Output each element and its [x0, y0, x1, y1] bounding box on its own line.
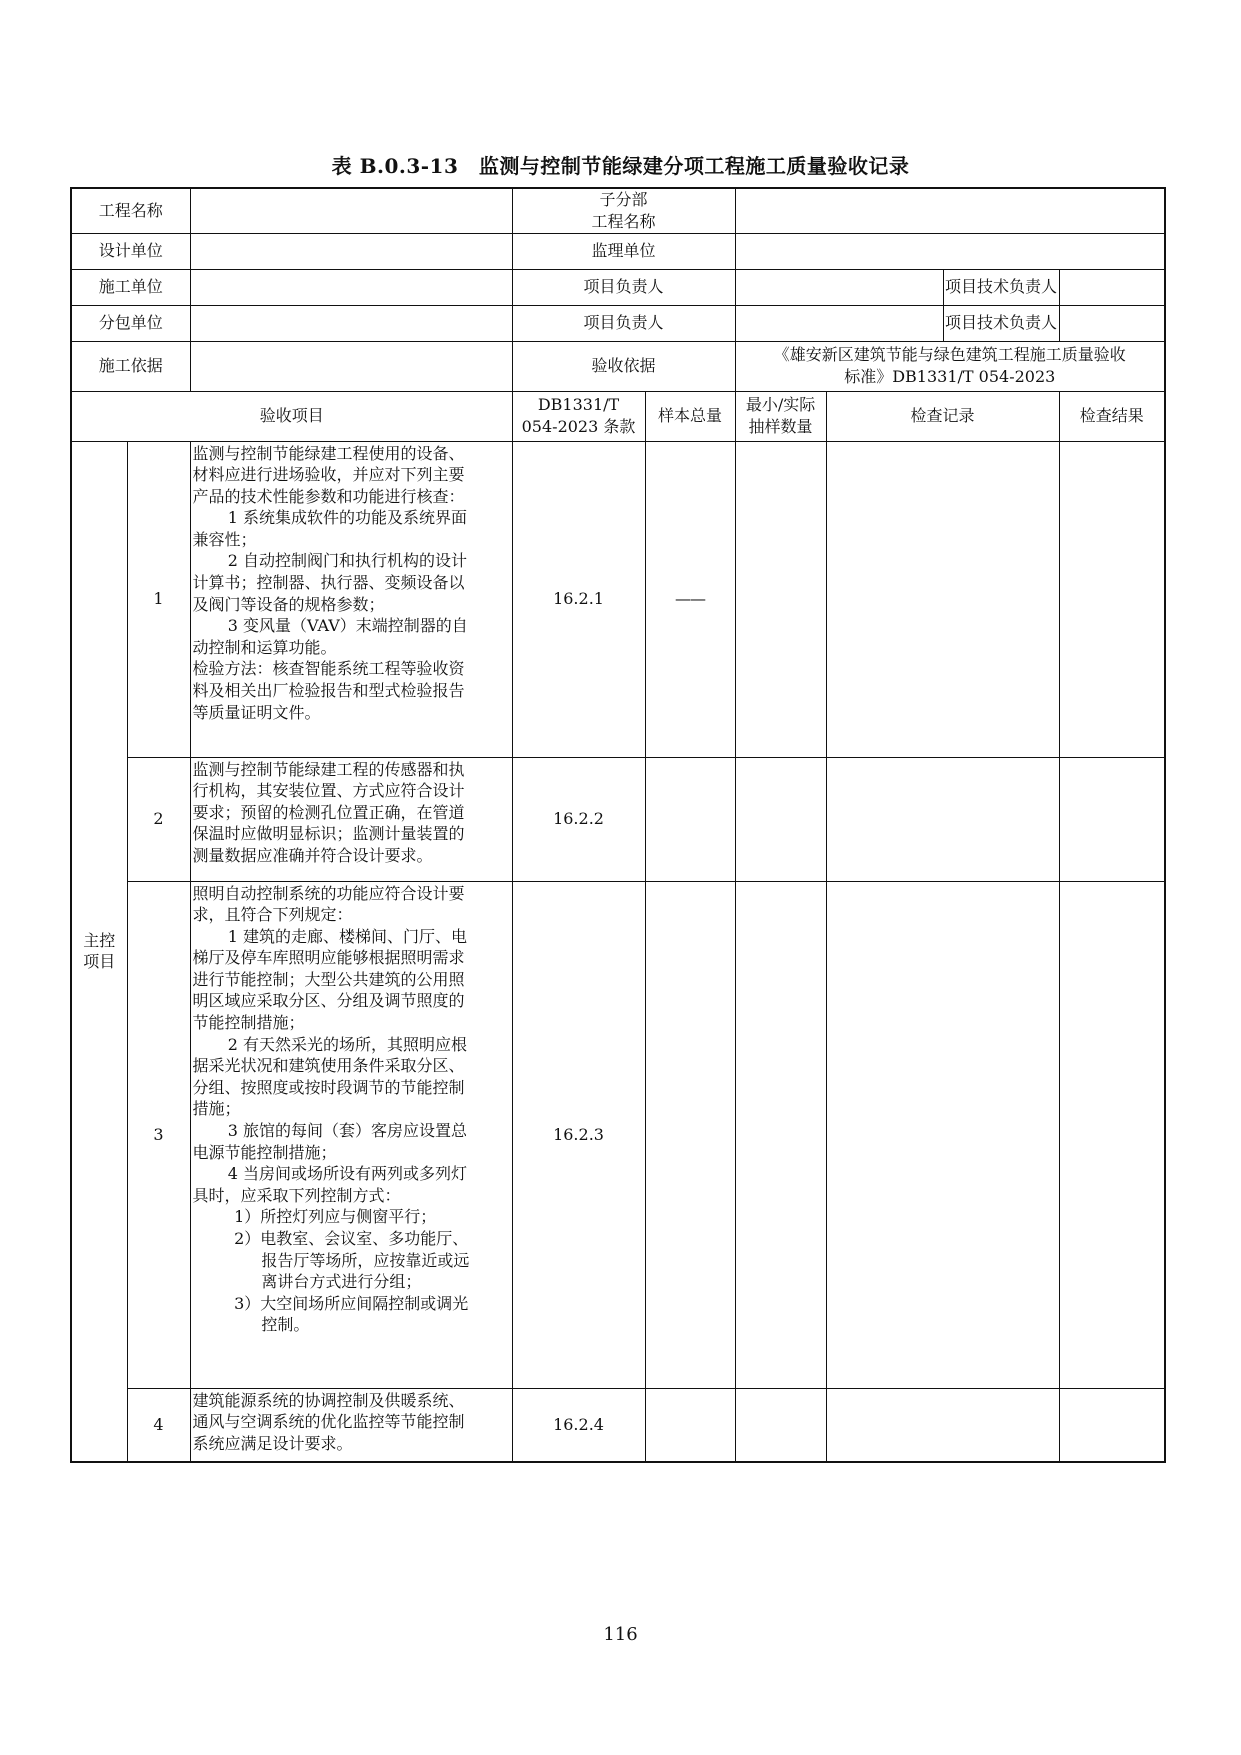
item-number: 4 [127, 1388, 190, 1462]
header-clause-line1: DB1331/T [537, 395, 620, 415]
supervision-unit-value[interactable] [735, 233, 1165, 269]
table-row [71, 441, 1165, 757]
header-min-sample [735, 391, 826, 441]
info-row-project [71, 188, 1165, 233]
item-line: 建筑能源系统的协调控制及供暖系统、 [192, 1390, 465, 1410]
item-sample-total[interactable] [645, 1388, 735, 1462]
item-clause: 16.2.3 [512, 881, 645, 1388]
category-line2: 项目 [83, 952, 116, 972]
item-line: 要求；预留的检测孔位置正确，在管道 [192, 802, 465, 822]
item-line: 进行节能控制；大型公共建筑的公用照 [192, 969, 465, 989]
item-line: 检验方法：核查智能系统工程等验收资 [192, 659, 465, 679]
subcontract-unit-value[interactable] [190, 305, 512, 341]
info-row-design [71, 233, 1165, 269]
item-line: 保温时应做明显标识；监测计量装置的 [192, 824, 465, 844]
header-row [71, 391, 1165, 441]
subcontract-unit-label: 分包单位 [71, 305, 190, 341]
table-row [71, 757, 1165, 881]
item-line: 兼容性； [192, 529, 257, 549]
item-line: 3 变风量（VAV）末端控制器的自 [227, 616, 468, 636]
item-line: 节能控制措施； [192, 1013, 305, 1033]
item-line: 监测与控制节能绿建工程使用的设备、 [192, 443, 465, 463]
item-line: 2 自动控制阀门和执行机构的设计 [227, 551, 467, 571]
item-clause: 16.2.1 [512, 441, 645, 757]
project-name-label: 工程名称 [71, 188, 190, 233]
item-result[interactable] [1059, 881, 1165, 1388]
item-line: 分组、按照度或按时段调节的节能控制 [192, 1077, 465, 1097]
page-number: 116 [603, 1624, 638, 1645]
item-min-sample[interactable] [735, 881, 826, 1388]
item-line: 计算书；控制器、执行器、变频设备以 [192, 573, 465, 593]
project-leader-label: 项目负责人 [512, 269, 735, 305]
item-line: 控制。 [261, 1315, 310, 1335]
sub-part-label [512, 188, 735, 233]
item-content [190, 441, 512, 757]
item-line: 行机构，其安装位置、方式应符合设计 [192, 781, 465, 801]
table-title: 表 B.0.3-13 监测与控制节能绿建分项工程施工质量验收记录 [331, 154, 910, 178]
header-min-line2: 抽样数量 [748, 417, 813, 436]
header-item: 验收项目 [71, 391, 512, 441]
tech-leader-label: 项目技术负责人 [943, 269, 1059, 305]
item-clause: 16.2.2 [512, 757, 645, 881]
acceptance-record-table [70, 187, 1166, 1463]
item-line: 据采光状况和建筑使用条件采取分区、 [192, 1056, 465, 1076]
item-line: 求，且符合下列规定： [192, 905, 353, 925]
item-sample-total: —— [645, 441, 735, 757]
item-line: 明区域应采取分区、分组及调节照度的 [192, 991, 465, 1011]
item-line: 系统应满足设计要求。 [192, 1433, 353, 1453]
item-line: 材料应进行进场验收，并应对下列主要 [192, 465, 465, 485]
item-record[interactable] [826, 757, 1059, 881]
item-line: 动控制和运算功能。 [192, 637, 337, 657]
item-sample-total[interactable] [645, 757, 735, 881]
item-result[interactable] [1059, 757, 1165, 881]
item-line: 监测与控制节能绿建工程的传感器和执 [192, 759, 465, 779]
item-line: 具时，应采取下列控制方式： [192, 1185, 401, 1205]
supervision-unit-label: 监理单位 [512, 233, 735, 269]
info-row-subcontract [71, 305, 1165, 341]
sub-part-label-line1: 子分部 [599, 190, 648, 210]
construction-basis-label: 施工依据 [71, 341, 190, 391]
item-number: 1 [127, 441, 190, 757]
sub-part-value[interactable] [735, 188, 1165, 233]
item-record[interactable] [826, 1388, 1059, 1462]
item-content [190, 757, 512, 881]
construction-unit-label: 施工单位 [71, 269, 190, 305]
design-unit-value[interactable] [190, 233, 512, 269]
item-record[interactable] [826, 441, 1059, 757]
item-line: 2）电教室、会议室、多功能厅、 [234, 1229, 469, 1248]
item-number: 2 [127, 757, 190, 881]
item-line: 电源节能控制措施； [192, 1142, 337, 1162]
category-line1: 主控 [83, 930, 116, 950]
item-record[interactable] [826, 881, 1059, 1388]
item-min-sample[interactable] [735, 441, 826, 757]
item-line: 1 系统集成软件的功能及系统界面 [227, 508, 467, 528]
construction-basis-value[interactable] [190, 341, 512, 391]
project-name-value[interactable] [190, 188, 512, 233]
item-min-sample[interactable] [735, 1388, 826, 1462]
header-min-line1: 最小/实际 [745, 395, 816, 415]
item-number: 3 [127, 881, 190, 1388]
item-line: 3 旅馆的每间（套）客房应设置总 [227, 1121, 467, 1141]
design-unit-label: 设计单位 [71, 233, 190, 269]
acceptance-basis-line2: 标准》DB1331/T 054-2023 [844, 367, 1056, 386]
item-line: 2 有天然采光的场所，其照明应根 [227, 1034, 467, 1054]
item-line: 产品的技术性能参数和功能进行核查： [192, 486, 465, 506]
sub-project-leader-value[interactable] [735, 305, 943, 341]
item-result[interactable] [1059, 441, 1165, 757]
sub-part-label-line2: 工程名称 [591, 211, 656, 231]
item-sample-total[interactable] [645, 881, 735, 1388]
acceptance-basis-line1: 《雄安新区建筑节能与绿色建筑工程施工质量验收 [773, 345, 1126, 365]
header-sample-total: 样本总量 [645, 391, 735, 441]
item-line: 离讲台方式进行分组； [261, 1272, 422, 1292]
item-line: 梯厅及停车库照明应能够根据照明需求 [192, 948, 465, 968]
item-line: 测量数据应准确并符合设计要求。 [192, 845, 433, 865]
item-line: 通风与空调系统的优化监控等节能控制 [192, 1412, 465, 1432]
table-row [71, 1388, 1165, 1462]
item-line: 4 当房间或场所设有两列或多列灯 [227, 1164, 467, 1184]
construction-unit-value[interactable] [190, 269, 512, 305]
project-leader-value[interactable] [735, 269, 943, 305]
header-clause-line2: 054-2023 条款 [521, 417, 636, 436]
category-main-control [71, 441, 127, 1462]
item-line: 及阀门等设备的规格参数； [192, 594, 385, 614]
item-line: 报告厅等场所，应按靠近或远 [261, 1250, 470, 1270]
sub-tech-leader-label: 项目技术负责人 [943, 305, 1059, 341]
item-min-sample[interactable] [735, 757, 826, 881]
acceptance-basis-value [735, 341, 1165, 391]
item-clause: 16.2.4 [512, 1388, 645, 1462]
info-row-basis [71, 341, 1165, 391]
item-line: 措施； [192, 1099, 241, 1119]
item-result[interactable] [1059, 1388, 1165, 1462]
header-record: 检查记录 [826, 391, 1059, 441]
item-line: 3）大空间场所应间隔控制或调光 [234, 1293, 469, 1313]
info-row-construction [71, 269, 1165, 305]
tech-leader-value[interactable] [1059, 269, 1165, 305]
item-line: 等质量证明文件。 [192, 702, 321, 722]
item-content [190, 881, 512, 1388]
table-row [71, 881, 1165, 1388]
sub-project-leader-label: 项目负责人 [512, 305, 735, 341]
item-line: 1 建筑的走廊、楼梯间、门厅、电 [227, 926, 467, 946]
item-line: 照明自动控制系统的功能应符合设计要 [192, 883, 465, 903]
sub-tech-leader-value[interactable] [1059, 305, 1165, 341]
item-content [190, 1388, 512, 1462]
header-clause [512, 391, 645, 441]
header-result: 检查结果 [1059, 391, 1165, 441]
item-line: 1）所控灯列应与侧窗平行； [234, 1207, 437, 1227]
acceptance-basis-label: 验收依据 [512, 341, 735, 391]
item-line: 料及相关出厂检验报告和型式检验报告 [192, 681, 465, 701]
